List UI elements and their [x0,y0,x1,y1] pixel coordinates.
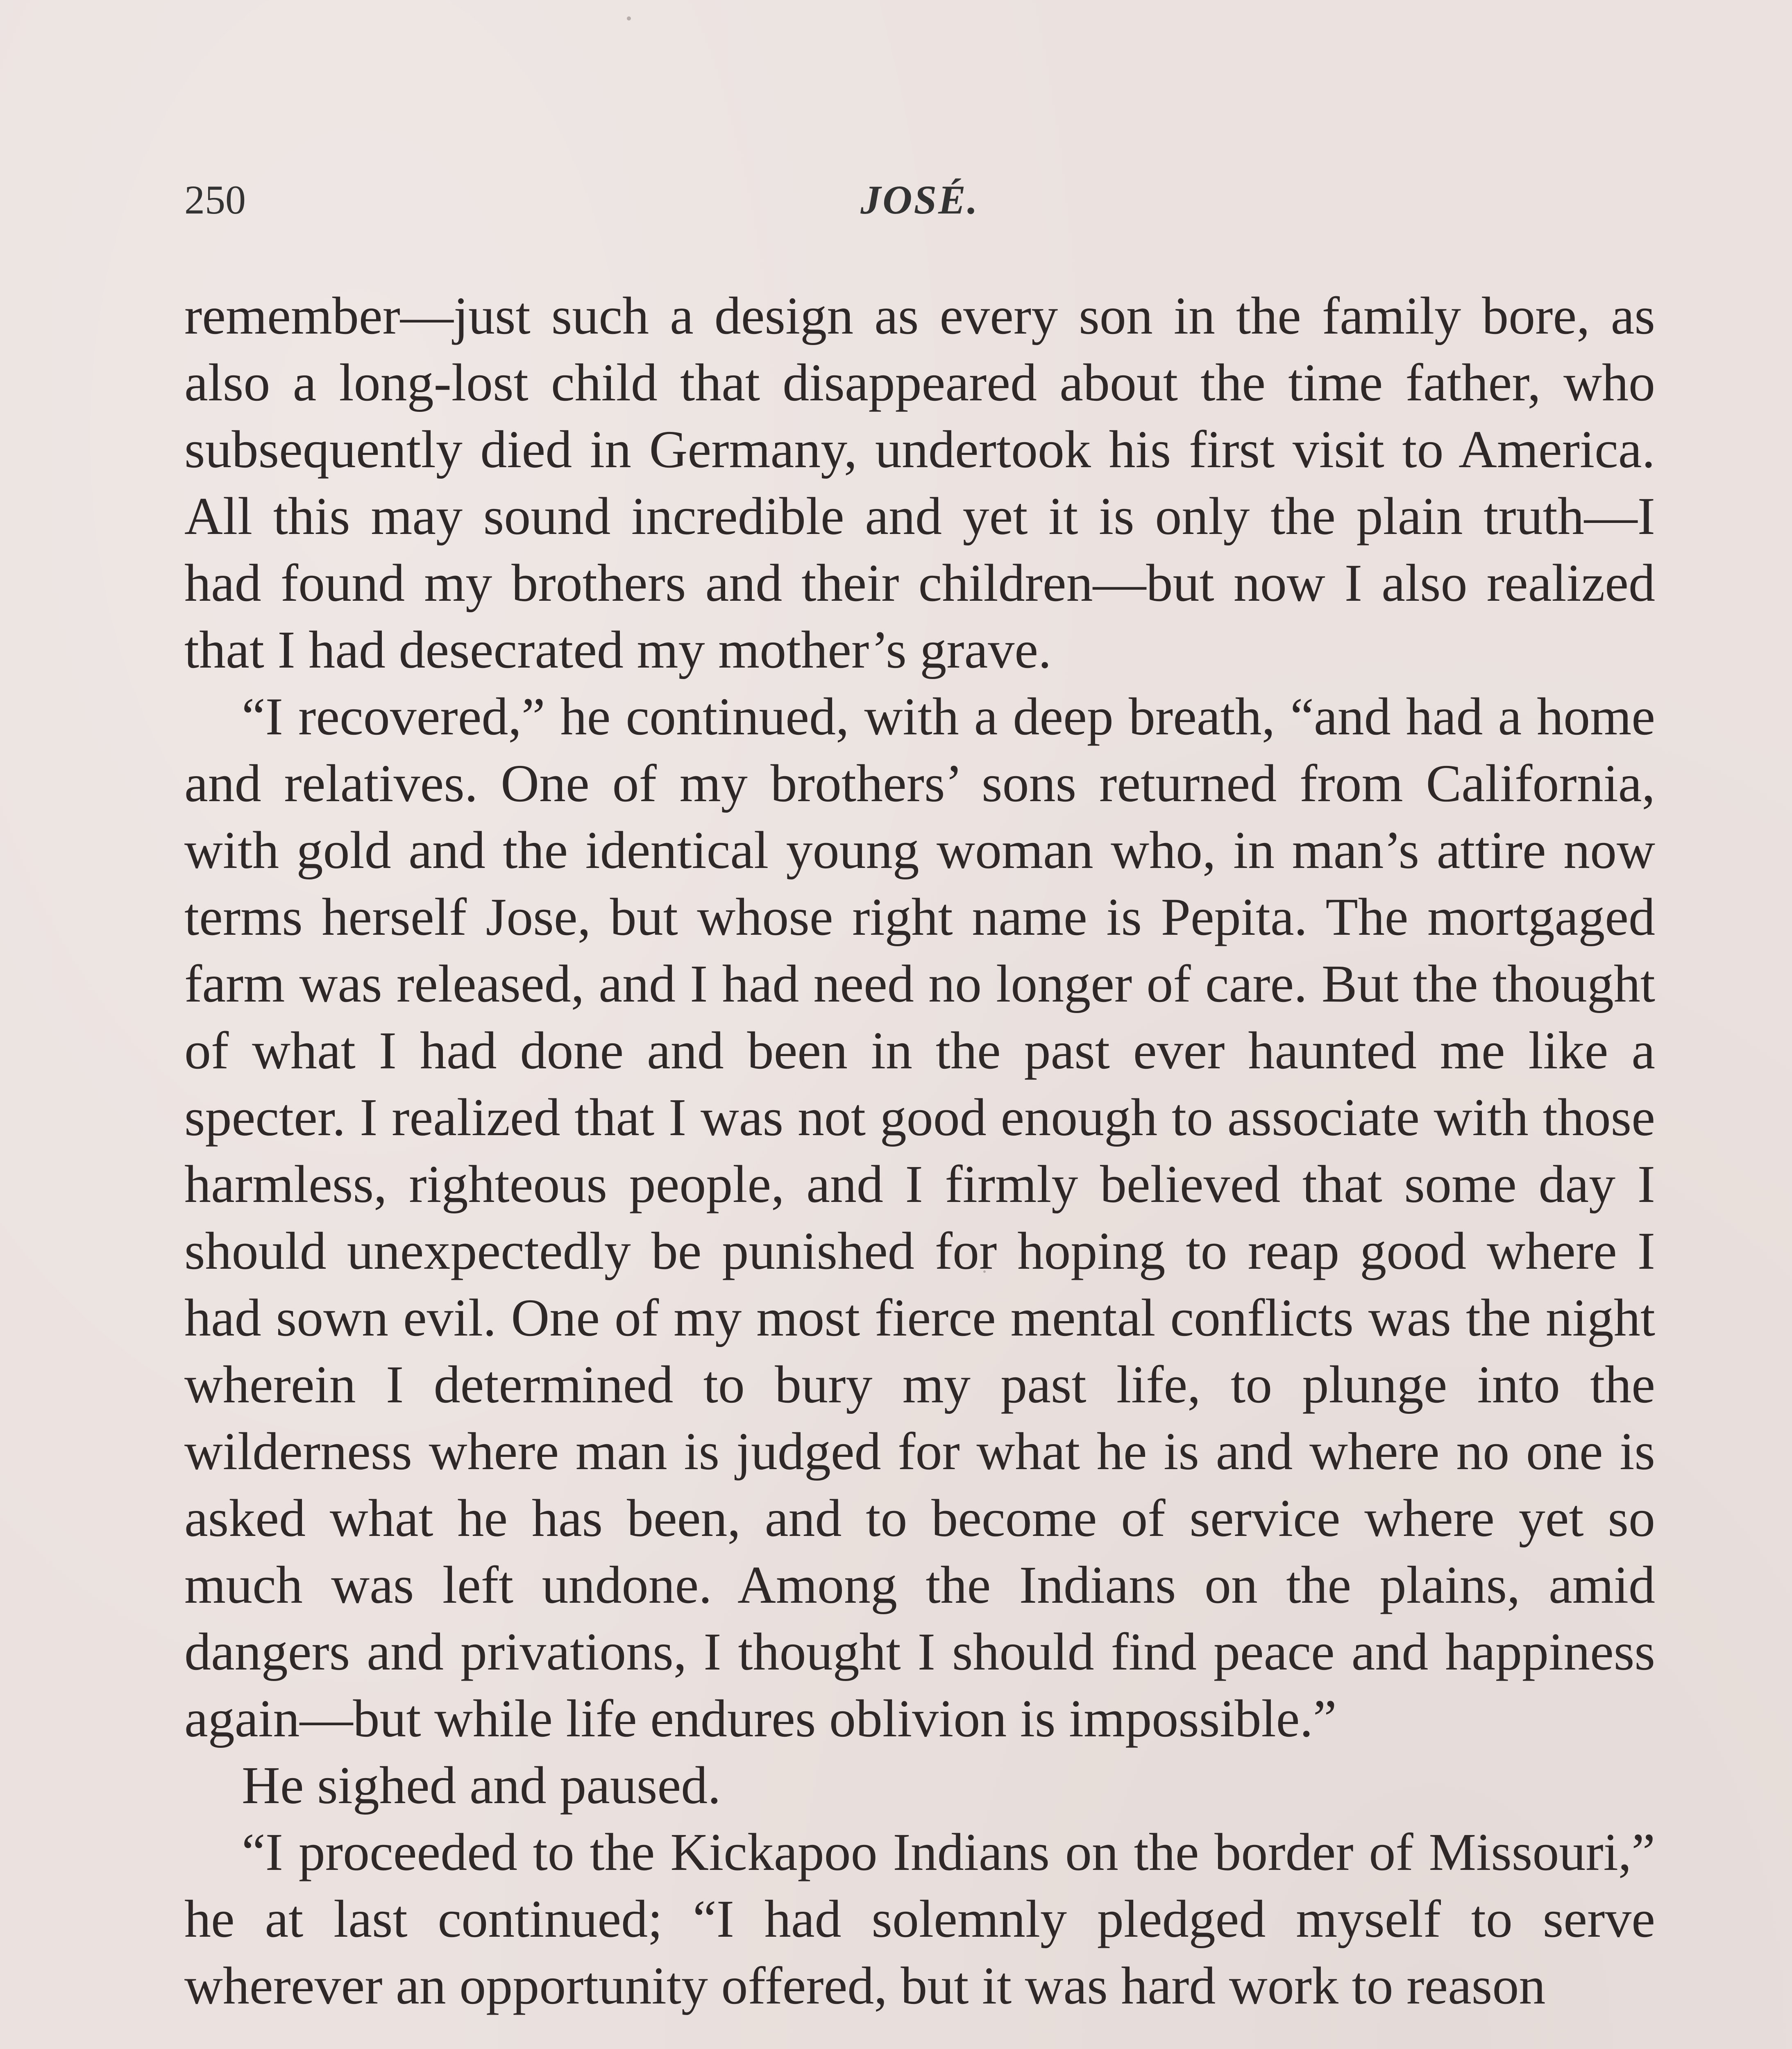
paper-speck [983,1270,986,1273]
paragraph-1: remember—just such a design as every son in the family bore, as also a long-lost child that disappeared about the time father, who subsequently died in Germany, undertook his first visit to America. All this may sound incredible and yet it is only the plain truth—I had found my brothers and their children—but now I also realized that I had desecrated my mother’s grave. [184,286,1655,679]
page-number: 250 [184,177,246,223]
running-title: JOSÉ. [860,177,979,223]
running-head [184,176,1655,234]
paragraph-4: “I proceeded to the Kickapoo Indians on the border of Missouri,” he at last continued; “I had solemnly pledged myself to serve wherever an opportunity offered, but it was hard work to reason [184,1823,1655,2015]
body-text [184,283,1655,2019]
paper-speck [627,16,631,20]
paragraph-3: He sighed and paused. [242,1756,721,1815]
paragraph-2: “I recovered,” he continued, with a deep breath, “and had a home and relatives. One of my brothers’ sons returned from California, with gold and the identical young woman who, in man’s attire now terms herself Jose, but whose right name is Pepita. The mortgaged farm was released, and I had need no longer of care. But the thought of what I had done and been in the past ever haunted me like a specter. I realized that I was not good enough to associate with those harmless, righteous people, and I firmly believed that some day I should unexpectedly be punished for hoping to reap good where I had sown evil. One of my most fierce mental conflicts was the night wherein I determined to bury my past life, to plunge into the wilderness where man is judged for what he is and where no one is asked what he has been, and to become of service where yet so much was left undone. Among the Indians on the plains, amid dangers and privations, I thought I should find peace and happiness again—but while life endures oblivion is impossible.” [184,687,1655,1748]
